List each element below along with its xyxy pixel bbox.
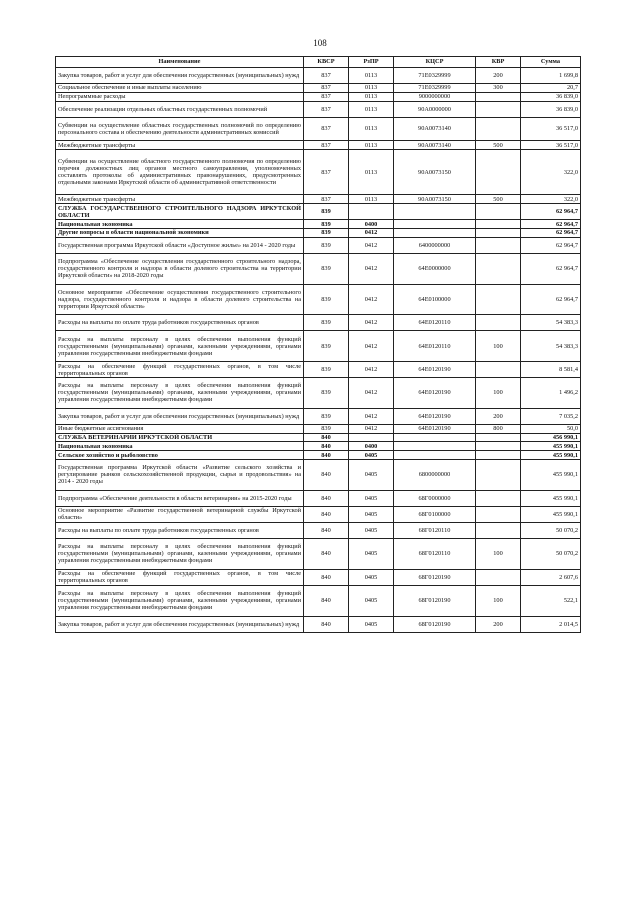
row-kvsr: 840 [304,522,349,538]
row-name: Межбюджетные трансферты [56,141,304,150]
row-kvsr: 837 [304,68,349,84]
row-sum: 455 990,1 [521,451,581,460]
row-rzpr: 0412 [349,378,394,409]
row-name: Закупка товаров, работ и услуг для обеспечения государственных (муниципальных) нужд [56,68,304,84]
row-kcsr: 9000000000 [394,92,476,101]
row-kcsr [394,451,476,460]
row-rzpr: 0405 [349,539,394,570]
row-kvr [476,92,521,101]
row-rzpr: 0412 [349,331,394,362]
row-sum: 62 964,7 [521,204,581,220]
table-row [56,424,581,433]
row-name: Иные бюджетные ассигнования [56,424,304,433]
row-name: Субвенции на осуществление областного государственного полномочия по определению перечня должностных лиц органов местного самоуправления, уполномоченных составлять протоколы об административных правонарушениях, предусмотренных отдельными законами Иркутской области об административной ответственности [56,149,304,194]
row-kvsr: 839 [304,237,349,253]
table-row [56,522,581,538]
row-sum: 7 035,2 [521,408,581,424]
row-kvr [476,522,521,538]
row-kvr [476,460,521,491]
row-name: Межбюджетные трансферты [56,195,304,204]
row-rzpr: 0400 [349,220,394,229]
row-sum: 50 070,2 [521,522,581,538]
row-kvr: 100 [476,585,521,616]
row-kcsr: 71Е0329999 [394,68,476,84]
table-row [56,408,581,424]
row-sum: 2 607,6 [521,569,581,585]
row-kcsr: 90А0073140 [394,117,476,140]
row-kvr [476,228,521,237]
row-name: Национальная экономика [56,442,304,451]
row-kcsr: 64Е0120190 [394,408,476,424]
row-kvr [476,506,521,522]
row-sum: 50 070,2 [521,539,581,570]
row-rzpr: 0113 [349,195,394,204]
row-sum: 62 964,7 [521,237,581,253]
row-name: Расходы на обеспечение функций государственных органов, в том числе территориальных органов [56,362,304,378]
table-row [56,378,581,409]
table-row [56,460,581,491]
row-rzpr: 0405 [349,585,394,616]
row-sum: 36 839,0 [521,92,581,101]
row-rzpr: 0113 [349,101,394,117]
row-sum: 455 990,1 [521,460,581,491]
row-name: Закупка товаров, работ и услуг для обеспечения государственных (муниципальных) нужд [56,616,304,632]
row-sum: 8 581,4 [521,362,581,378]
row-kvr [476,490,521,506]
row-kvr [476,253,521,284]
row-kvsr: 840 [304,616,349,632]
row-sum: 36 839,0 [521,101,581,117]
row-kvsr: 839 [304,253,349,284]
row-kvr [476,220,521,229]
row-name: Подпрограмма «Обеспечение деятельности в области ветеринарии» на 2015-2020 годы [56,490,304,506]
row-kvr: 200 [476,408,521,424]
table-row [56,141,581,150]
row-kvsr: 839 [304,220,349,229]
row-sum: 50,0 [521,424,581,433]
table-row [56,442,581,451]
row-kcsr: 68Г0120190 [394,585,476,616]
row-kvr [476,451,521,460]
row-kcsr: 64Е0120190 [394,424,476,433]
row-rzpr: 0113 [349,141,394,150]
row-kvr [476,442,521,451]
row-kvsr: 839 [304,284,349,315]
row-kcsr: 68Г0120110 [394,539,476,570]
row-kcsr [394,204,476,220]
row-name: Закупка товаров, работ и услуг для обеспечения государственных (муниципальных) нужд [56,408,304,424]
table-row [56,117,581,140]
header-kvsr: КВСР [304,57,349,68]
row-kvr [476,315,521,331]
row-name: Государственная программа Иркутской области «Развитие сельского хозяйства и регулирование рынков сельскохозяйственной продукции, сырья и продовольствия» на 2014 - 2020 годы [56,460,304,491]
row-name: Национальная экономика [56,220,304,229]
row-name: Подпрограмма «Обеспечение осуществления государственного строительного надзора, государственного контроля и надзора в области долевого строительства на территории Иркутской области» на 2018-2020 годы [56,253,304,284]
row-sum: 36 517,0 [521,117,581,140]
row-kvr [476,237,521,253]
table-row [56,585,581,616]
row-sum: 322,0 [521,195,581,204]
header-sum: Сумма [521,57,581,68]
row-kvsr: 837 [304,101,349,117]
row-rzpr: 0412 [349,228,394,237]
row-name: СЛУЖБА ГОСУДАРСТВЕННОГО СТРОИТЕЛЬНОГО НАДЗОРА ИРКУТСКОЙ ОБЛАСТИ [56,204,304,220]
row-kvr: 200 [476,68,521,84]
row-name: Основное мероприятие «Развитие государственной ветеринарной службы Иркутской области» [56,506,304,522]
table-row [56,362,581,378]
row-rzpr: 0113 [349,84,394,93]
row-rzpr: 0400 [349,442,394,451]
table-header-row [56,57,581,68]
row-kvr: 500 [476,195,521,204]
row-sum: 2 014,5 [521,616,581,632]
row-kcsr [394,220,476,229]
table-row [56,237,581,253]
row-rzpr: 0405 [349,460,394,491]
row-rzpr: 0412 [349,237,394,253]
row-kcsr: 64Е0000000 [394,253,476,284]
row-kvsr: 839 [304,204,349,220]
row-kvsr: 840 [304,539,349,570]
table-row [56,315,581,331]
row-name: Другие вопросы в области национальной экономики [56,228,304,237]
row-sum: 20,7 [521,84,581,93]
row-rzpr: 0412 [349,315,394,331]
row-kcsr: 90А0000000 [394,101,476,117]
row-kvr: 800 [476,424,521,433]
row-kcsr: 68Г0000000 [394,490,476,506]
table-row [56,506,581,522]
row-name: Расходы на выплаты персоналу в целях обеспечения выполнения функций государственными (муниципальными) органами, казенными учреждениями, органами управления государственными внебюджетными фондами [56,331,304,362]
row-kcsr: 90А0073150 [394,149,476,194]
row-rzpr: 0405 [349,451,394,460]
row-kvr [476,433,521,442]
row-kvsr: 840 [304,490,349,506]
header-name: Наименование [56,57,304,68]
row-rzpr: 0412 [349,408,394,424]
table-row [56,101,581,117]
row-sum: 455 990,1 [521,490,581,506]
row-kvsr: 837 [304,195,349,204]
row-sum: 62 964,7 [521,220,581,229]
row-rzpr: 0412 [349,424,394,433]
row-kvsr: 840 [304,433,349,442]
row-kcsr: 6400000000 [394,237,476,253]
row-kvsr: 840 [304,460,349,491]
row-kcsr: 6800000000 [394,460,476,491]
table-row [56,220,581,229]
row-name: Расходы на выплаты по оплате труда работников государственных органов [56,522,304,538]
row-kvsr: 837 [304,84,349,93]
table-row [56,253,581,284]
row-kvsr: 837 [304,92,349,101]
row-rzpr: 0113 [349,92,394,101]
row-sum: 522,1 [521,585,581,616]
row-kcsr [394,433,476,442]
table-row [56,451,581,460]
row-sum: 1 699,8 [521,68,581,84]
row-rzpr: 0405 [349,616,394,632]
table-row [56,616,581,632]
row-kvsr: 839 [304,378,349,409]
row-kcsr: 64Е0120110 [394,315,476,331]
budget-table [55,56,581,633]
row-sum: 54 383,3 [521,315,581,331]
row-kvsr: 839 [304,331,349,362]
row-kcsr: 68Г0100000 [394,506,476,522]
row-kvr: 300 [476,84,521,93]
row-rzpr: 0412 [349,362,394,378]
row-kvsr: 839 [304,424,349,433]
row-kcsr: 64Е0120110 [394,331,476,362]
row-rzpr: 0405 [349,490,394,506]
row-rzpr: 0113 [349,149,394,194]
row-kcsr: 71Е0329999 [394,84,476,93]
row-rzpr: 0412 [349,284,394,315]
row-rzpr [349,204,394,220]
row-kvr [476,284,521,315]
table-row [56,490,581,506]
row-name: СЛУЖБА ВЕТЕРИНАРИИ ИРКУТСКОЙ ОБЛАСТИ [56,433,304,442]
row-sum: 36 517,0 [521,141,581,150]
row-kcsr: 68Г0120190 [394,569,476,585]
row-rzpr [349,433,394,442]
header-kcsr: КЦСР [394,57,476,68]
row-kvsr: 839 [304,315,349,331]
row-name: Основное мероприятие «Обеспечение осуществления государственного строительного надзора, государственного контроля и надзора в области долевого строительства на территории Иркутской области» [56,284,304,315]
row-kvsr: 839 [304,408,349,424]
row-name: Расходы на выплаты персоналу в целях обеспечения выполнения функций государственными (муниципальными) органами, казенными учреждениями, органами управления государственными внебюджетными фондами [56,539,304,570]
table-row [56,433,581,442]
row-sum: 1 496,2 [521,378,581,409]
row-sum: 322,0 [521,149,581,194]
row-kcsr [394,442,476,451]
row-kcsr: 90А0073140 [394,141,476,150]
row-kcsr [394,228,476,237]
row-kvr: 100 [476,378,521,409]
row-name: Сельское хозяйство и рыболовство [56,451,304,460]
table-row [56,92,581,101]
row-name: Непрограммные расходы [56,92,304,101]
row-kvsr: 839 [304,228,349,237]
table-row [56,68,581,84]
row-sum: 455 990,1 [521,506,581,522]
row-name: Расходы на выплаты по оплате труда работников государственных органов [56,315,304,331]
row-kvsr: 840 [304,442,349,451]
row-rzpr: 0405 [349,569,394,585]
table-row [56,149,581,194]
row-sum: 62 964,7 [521,284,581,315]
row-name: Субвенции на осуществление областных государственных полномочий по определению персонального состава и обеспечению деятельности административных комиссий [56,117,304,140]
row-sum: 456 990,1 [521,433,581,442]
header-rzpr: РзПР [349,57,394,68]
row-kvr: 100 [476,331,521,362]
row-kvsr: 839 [304,362,349,378]
row-kcsr: 68Г0120110 [394,522,476,538]
row-kvr: 200 [476,616,521,632]
row-kcsr: 68Г0120190 [394,616,476,632]
row-kcsr: 64Е0100000 [394,284,476,315]
row-kvsr: 840 [304,569,349,585]
table-row [56,204,581,220]
row-name: Государственная программа Иркутской области «Доступное жилье» на 2014 - 2020 годы [56,237,304,253]
row-name: Социальное обеспечение и иные выплаты населению [56,84,304,93]
row-kcsr: 64Е0120190 [394,362,476,378]
page-number: 108 [313,38,327,48]
header-kvr: КВР [476,57,521,68]
row-name: Расходы на выплаты персоналу в целях обеспечения выполнения функций государственными (муниципальными) органами, казенными учреждениями, органами управления государственными внебюджетными фондами [56,378,304,409]
table-row [56,84,581,93]
row-kvr [476,204,521,220]
row-rzpr: 0405 [349,506,394,522]
table-row [56,284,581,315]
row-kvr [476,362,521,378]
row-kcsr: 64Е0120190 [394,378,476,409]
table-body [56,68,581,633]
table-row [56,569,581,585]
row-rzpr: 0412 [349,253,394,284]
table-row [56,539,581,570]
row-kvr: 100 [476,539,521,570]
row-rzpr: 0405 [349,522,394,538]
row-kvr [476,101,521,117]
row-sum: 62 964,7 [521,253,581,284]
row-kvr [476,117,521,140]
table-row [56,331,581,362]
row-name: Обеспечение реализации отдельных областных государственных полномочий [56,101,304,117]
row-rzpr: 0113 [349,117,394,140]
row-name: Расходы на выплаты персоналу в целях обеспечения выполнения функций государственными (муниципальными) органами, казенными учреждениями, органами управления государственными внебюджетными фондами [56,585,304,616]
row-kvsr: 840 [304,585,349,616]
row-kvsr: 837 [304,141,349,150]
row-kvsr: 837 [304,117,349,140]
row-sum: 62 964,7 [521,228,581,237]
row-kvsr: 840 [304,451,349,460]
row-kcsr: 90А0073150 [394,195,476,204]
row-sum: 455 990,1 [521,442,581,451]
row-sum: 54 383,3 [521,331,581,362]
table-row [56,228,581,237]
row-kvr [476,149,521,194]
row-kvsr: 837 [304,149,349,194]
row-kvr [476,569,521,585]
row-name: Расходы на обеспечение функций государственных органов, в том числе территориальных органов [56,569,304,585]
row-rzpr: 0113 [349,68,394,84]
table-row [56,195,581,204]
row-kvr: 500 [476,141,521,150]
row-kvsr: 840 [304,506,349,522]
